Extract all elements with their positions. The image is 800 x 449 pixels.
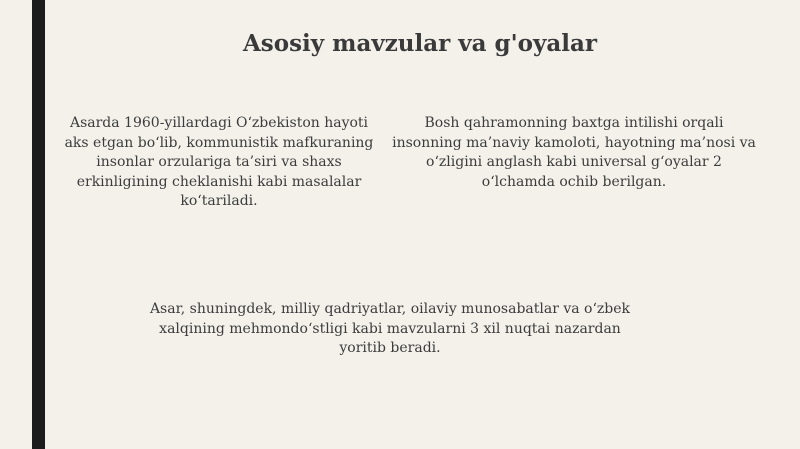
bottom-text-block: Asar, shuningdek, milliy qadriyatlar, oilaviy munosabatlar va o‘zbek xalqining mehmondo‘stligi kabi mavzularni 3 xil nuqtai nazardan yoritib beradi.: [149, 301, 631, 356]
right-text-block: Bosh qahramonning baxtga intilishi orqali insonning ma’naviy kamoloti, hayotning ma’nosi va o‘zligini anglash kabi universal g‘oyalar 2 o‘lchamda ochib berilgan.: [392, 115, 756, 190]
slide-title: Asosiy mavzular va g'oyalar: [242, 30, 598, 57]
accent-bar: [32, 0, 45, 449]
left-text-block: Asarda 1960-yillardagi O‘zbekiston hayoti aks etgan bo‘lib, kommunistik mafkuraning insonlar orzulariga ta’siri va shaxs erkinligining cheklanishi kabi masalalar ko‘tariladi.: [64, 115, 374, 209]
